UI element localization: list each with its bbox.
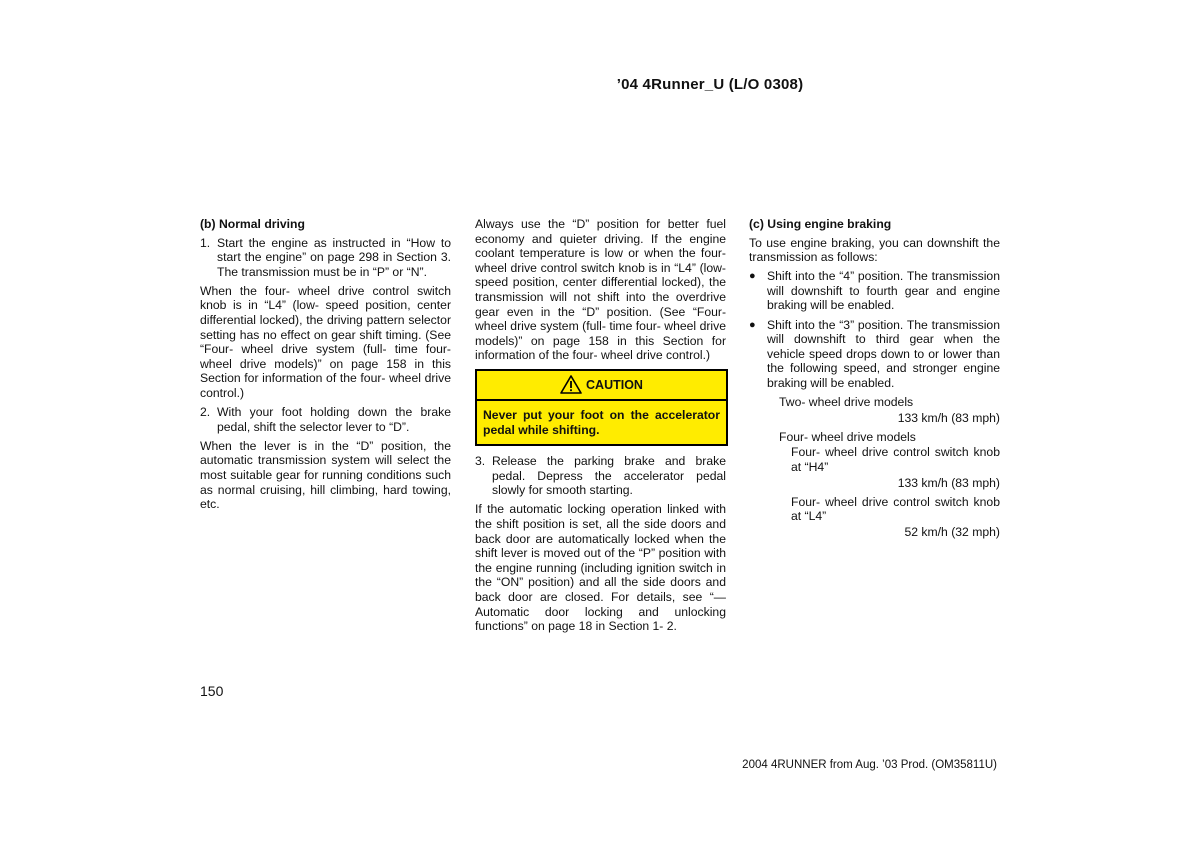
bullet-item [749,318,1000,391]
paragraph: When the lever is in the “D” position, the automatic transmission system will select the most suitable gear for running conditions such as normal cruising, hill climbing, hard towing, etc. [200,438,451,512]
l4-speed: 52 km/h (32 mph) [904,524,1000,539]
section-heading-engine-braking: (c) Using engine braking [749,217,892,231]
column-left [200,217,451,516]
caution-header [477,371,726,401]
bullet-item [749,269,1000,313]
step-number: 2. [200,405,211,420]
paragraph: If the automatic locking operation linked with the shift position is set, all the side doors and back door are automatically locked when the shift lever is moved out of the “P” position with the engine running (including ignition switch in the “ON” position) and all the side doors and back door are closed. For details, see “—Automatic door locking and unlocking functions” on page 18 in Section 1- 2. [475,502,726,634]
caution-box [475,369,728,446]
step-1 [200,236,451,280]
h4-speed: 133 km/h (83 mph) [897,475,1000,490]
step-3 [475,454,726,498]
bullet-icon: ● [749,318,756,331]
h4-label: Four- wheel drive control switch knob at “H4” [791,445,1000,474]
step-number: 1. [200,235,211,250]
document-header: ’04 4Runner_U (L/O 0308) [616,76,804,93]
document-footer: 2004 4RUNNER from Aug. ’03 Prod. (OM35811U) [742,759,997,771]
two-wd-label: Two- wheel drive models [779,395,914,410]
caution-title: CAUTION [586,377,643,392]
section-heading-normal-driving: (b) Normal driving [200,217,305,231]
bullet-icon: ● [749,270,756,283]
step-text: Start the engine as instructed in “How to start the engine” on page 298 in Section 3. The transmission must be in “P” or “N”. [217,235,451,279]
step-text: With your foot holding down the brake pedal, shift the selector lever to “D”. [217,405,451,434]
warning-triangle-icon [560,375,582,394]
two-wd-speed: 133 km/h (83 mph) [897,410,1000,425]
step-number: 3. [475,454,486,469]
column-middle [475,217,726,638]
paragraph: Always use the “D” position for better fuel economy and quieter driving. If the engine coolant temperature is low or when the four- wheel drive control switch knob is in “L4” (low- speed position, center differential locked), the transmission will not shift into the overdrive gear even in the “D” position. (See “Four- wheel drive system (full- time four- wheel drive models)” on page 158 in this Section for information of the four- wheel drive control.) [475,217,726,363]
bullet-text: Shift into the “4” position. The transmission will downshift to fourth gear and engine braking will be enabled. [767,269,1000,313]
paragraph: To use engine braking, you can downshift the transmission as follows: [749,235,1000,265]
step-2 [200,405,451,434]
step-text: Release the parking brake and brake pedal. Depress the accelerator pedal slowly for smooth starting. [492,454,726,498]
page-number: 150 [200,683,224,699]
bullet-text: Shift into the “3” position. The transmission will downshift to third gear when the vehicle speed drops down to or lower than the following speed, and stronger engine braking will be enabled. [767,317,1000,390]
paragraph: When the four- wheel drive control switch knob is in “L4” (low- speed position, center differential locked), the driving pattern selector setting has no effect on gear shift timing. (See “Four- wheel drive system (full- time four- wheel drive models)” on page 158 in this Section for information of the four- wheel drive control.) [200,283,451,401]
caution-text: Never put your foot on the accelerator pedal while shifting. [483,407,720,437]
four-wd-label: Four- wheel drive models [779,429,916,444]
l4-label: Four- wheel drive control switch knob at “L4” [791,494,1000,524]
column-right [749,217,1000,544]
